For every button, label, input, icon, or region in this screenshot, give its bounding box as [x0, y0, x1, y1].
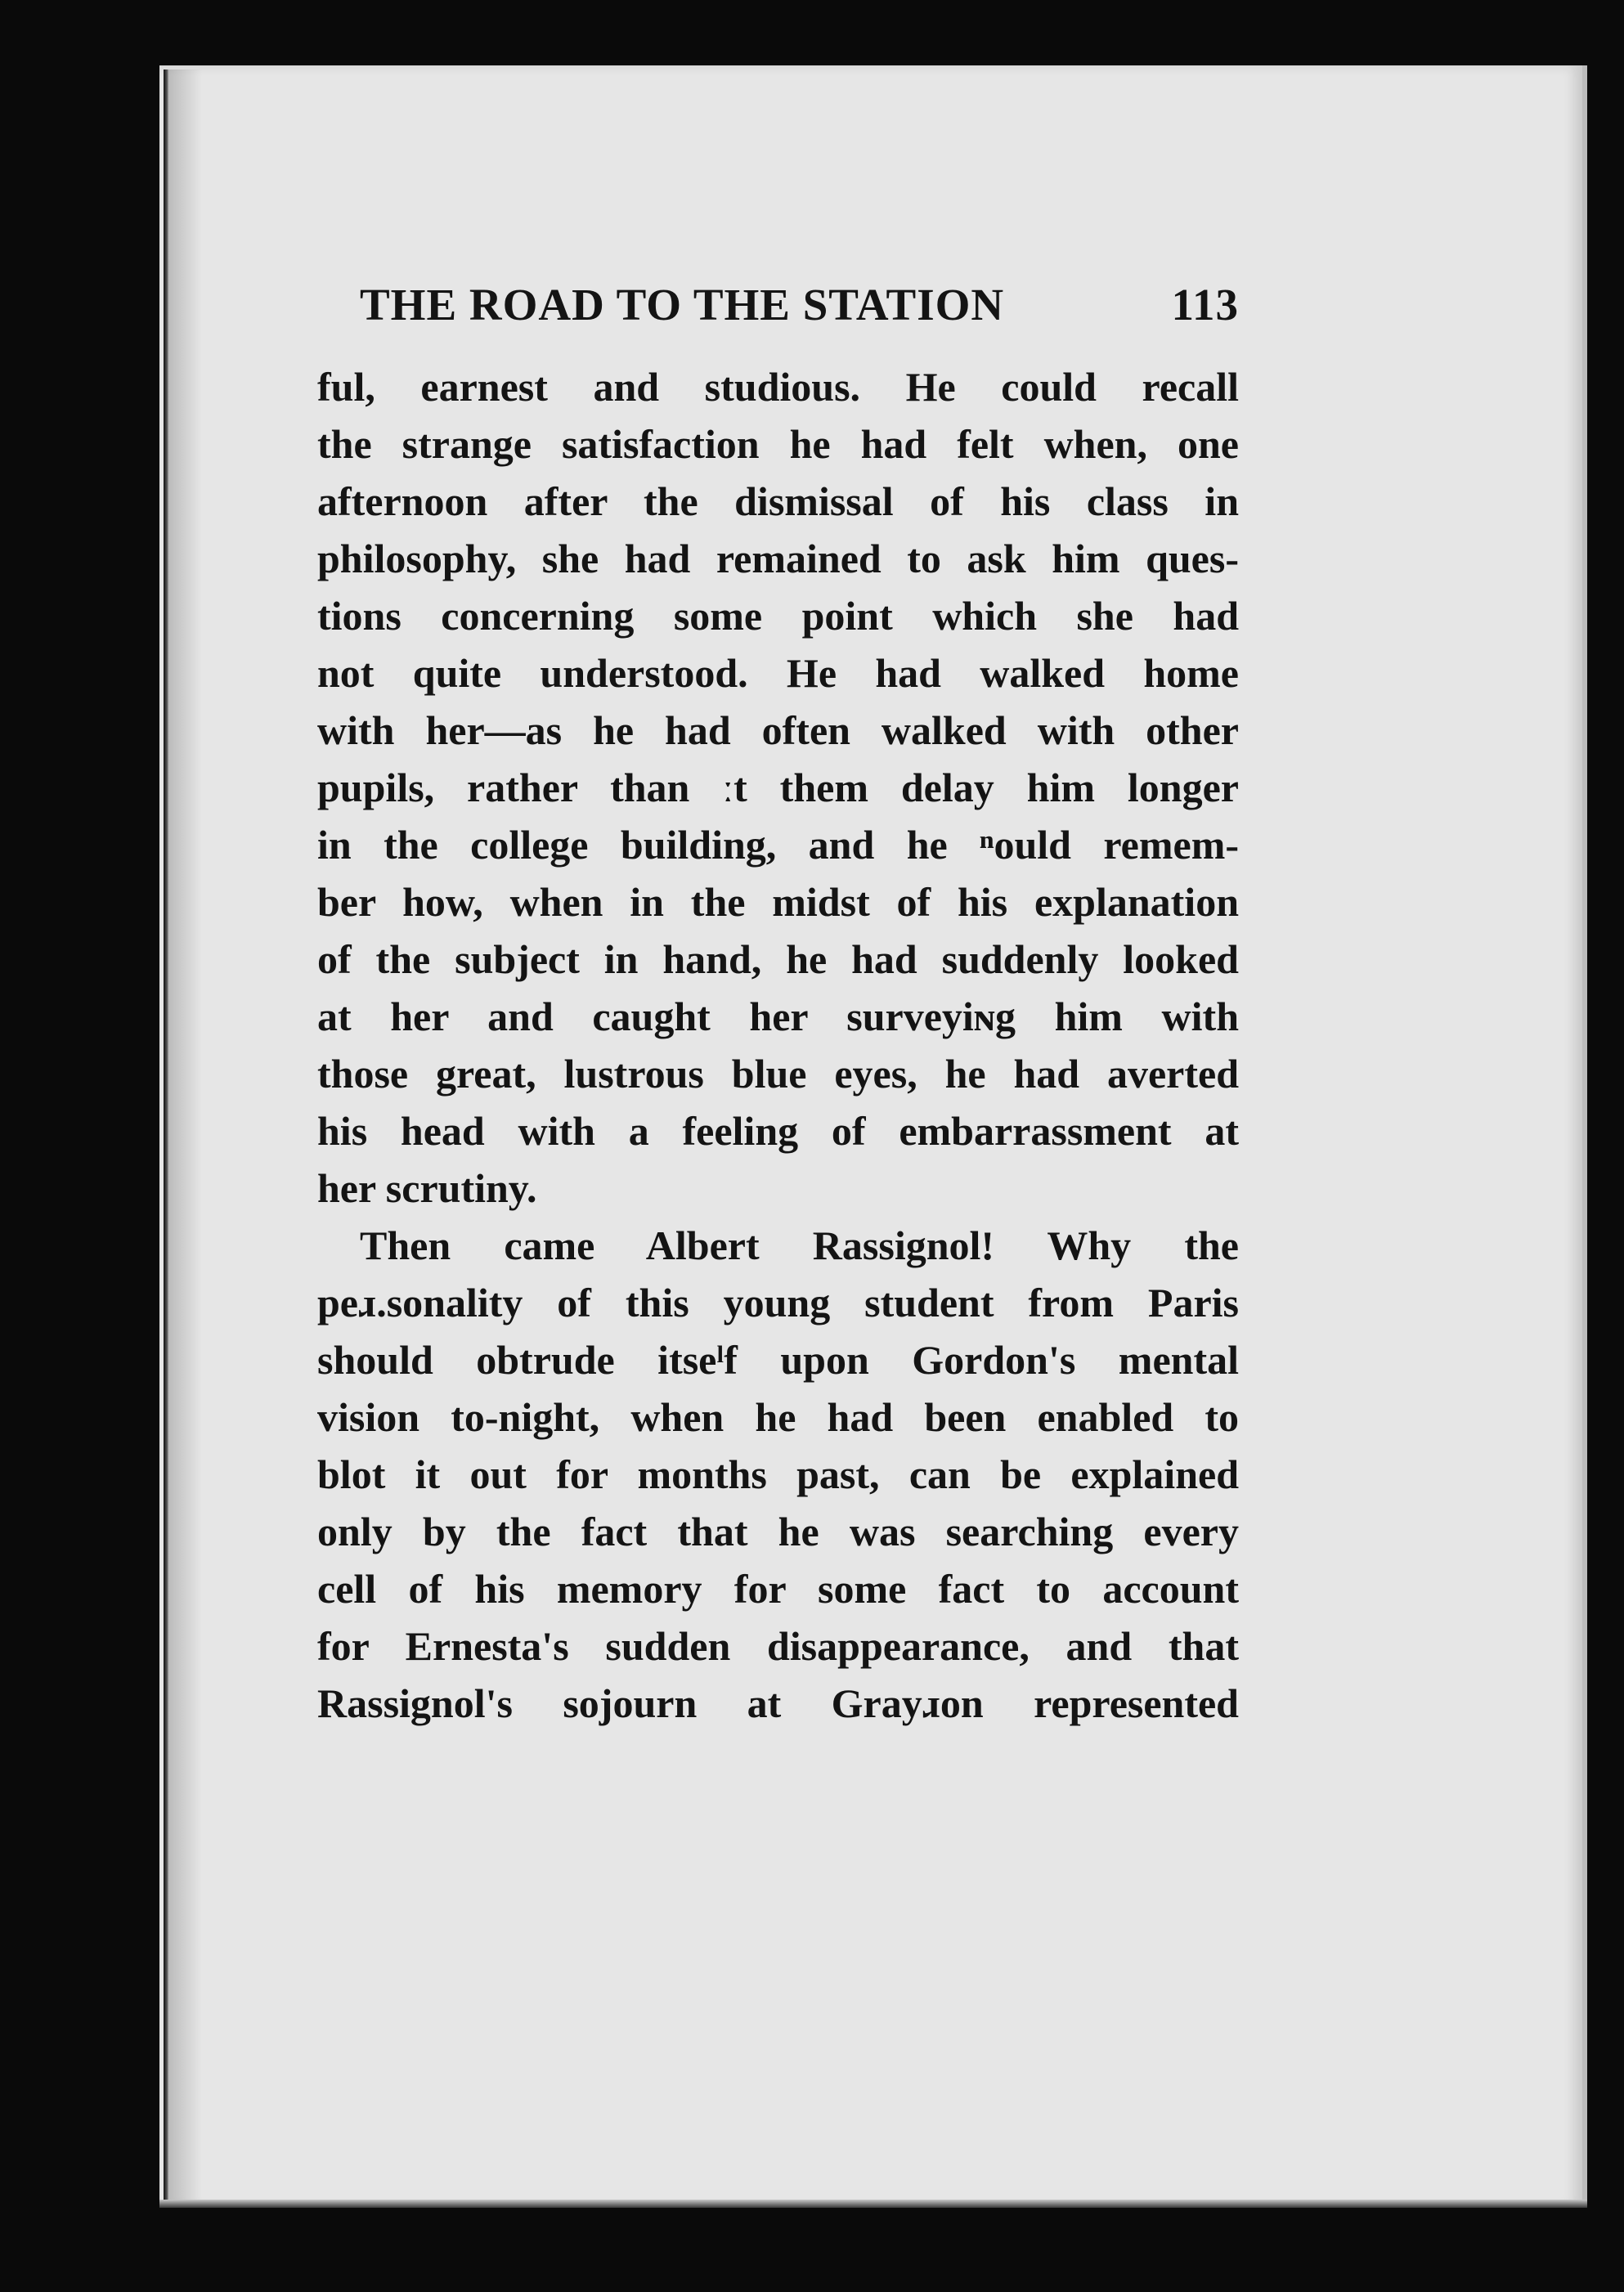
- text-line: in the college building, and he ⁿould remem-: [317, 822, 1239, 868]
- text-line: those great, lustrous blue eyes, he had averted: [317, 1051, 1239, 1097]
- text-line: his head with a feeling of embarrassment at: [317, 1108, 1239, 1154]
- text-line: ber how, when in the midst of his explanation: [317, 879, 1239, 925]
- text-line: at her and caught her surveyiɴg him with: [317, 993, 1239, 1039]
- text-line: should obtrude itseˡf upon Gordon's mental: [317, 1337, 1239, 1383]
- binding-edge: [164, 70, 169, 2204]
- text-line: ful, earnest and studious. He could recall: [317, 364, 1239, 410]
- text-line: tions concerning some point which she had: [317, 593, 1239, 639]
- text-line: of the subject in hand, he had suddenly looked: [317, 936, 1239, 982]
- text-line: Then came Albert Rassignol! Why the: [360, 1222, 1239, 1268]
- body-text: [317, 358, 1239, 1732]
- text-line: philosophy, she had remained to ask him ques-: [317, 536, 1239, 581]
- gutter-shadow: [169, 70, 202, 2204]
- text-line: cell of his memory for some fact to account: [317, 1566, 1239, 1612]
- text-line: her scrutiny.: [317, 1165, 537, 1211]
- text-line: with her—as he had often walked with other: [317, 707, 1239, 753]
- paragraph-2: [317, 1217, 1239, 1732]
- text-line: blot it out for months past, can be explained: [317, 1451, 1239, 1497]
- text-line: for Ernesta's sudden disappearance, and that: [317, 1623, 1239, 1669]
- page-number: 113: [1171, 279, 1239, 330]
- text-line: only by the fact that he was searching every: [317, 1509, 1239, 1554]
- running-head: [360, 276, 1239, 333]
- text-line: not quite understood. He had walked home: [317, 650, 1239, 696]
- text-line: Rassignol's sojourn at Grayɹon represented: [317, 1680, 1239, 1726]
- running-head-title: THE ROAD TO THE STATION: [360, 279, 1005, 330]
- text-line: peɹ.sonality of this young student from Paris: [317, 1280, 1239, 1325]
- paragraph-1: [317, 358, 1239, 1217]
- text-line: vision to-night, when he had been enabled to: [317, 1394, 1239, 1440]
- text-line: the strange satisfaction he had felt when, one: [317, 421, 1239, 467]
- text-line: pupils, rather than ːt them delay him longer: [317, 765, 1239, 810]
- page-bottom-edge: [159, 2200, 1587, 2208]
- text-line: afternoon after the dismissal of his class in: [317, 478, 1239, 524]
